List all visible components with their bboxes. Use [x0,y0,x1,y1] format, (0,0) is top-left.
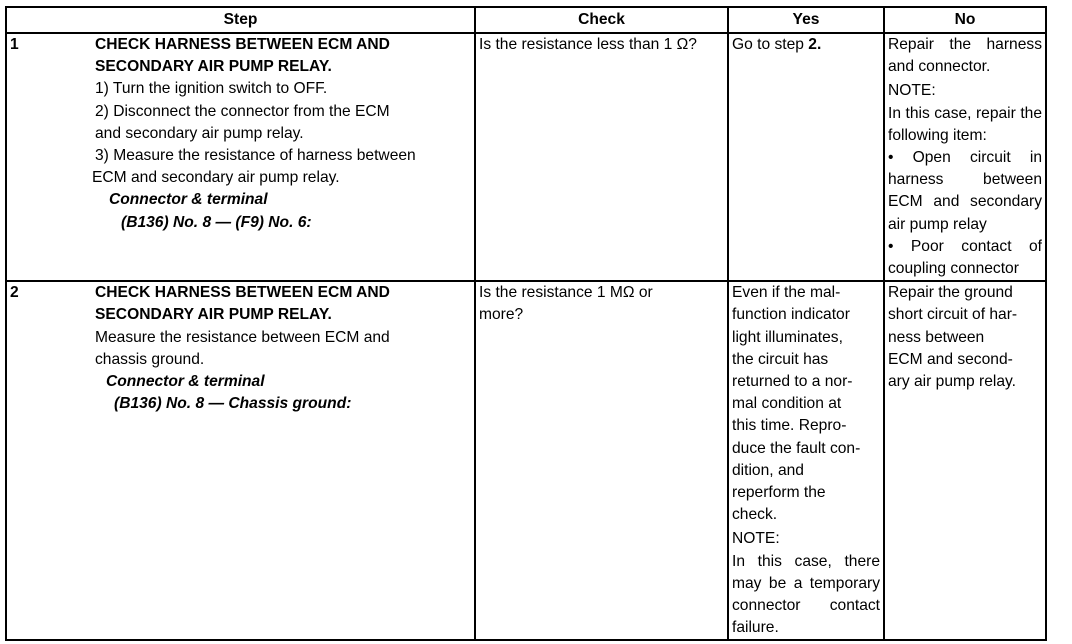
yes-text-line: returned to a nor- [732,373,853,391]
header-check: Check [475,7,728,33]
yes-text-line: the circuit has [732,350,829,368]
instruction-line: ECM and secondary air pump relay. [92,169,340,187]
instruction-line: 1) Turn the ignition switch to OFF. [95,80,328,98]
yes-text-line: this time. Repro- [732,417,847,435]
instruction-line: 3) Measure the resistance of harness between [95,147,416,165]
no-cell [884,281,1046,640]
yes-step-ref: 2. [808,36,822,53]
table-row [6,281,1046,640]
header-yes: Yes [728,7,884,33]
no-text-line: short circuit of har- [888,306,1018,324]
yes-action: Go to step 2. [732,36,822,53]
yes-text-line: function indicator [732,306,850,324]
check-question: Is the resistance less than 1 Ω? [479,36,697,53]
no-text-line: ary air pump relay. [888,373,1016,391]
check-cell [475,33,728,281]
no-text-line: ness between [888,328,985,346]
step-cell [6,33,475,281]
table-header-row [6,7,1046,33]
header-step: Step [6,7,475,33]
step-title: SECONDARY AIR PUMP RELAY. [95,58,332,76]
no-note-text: In this case, repair the following item: [888,104,1042,144]
yes-text-line: check. [732,506,778,524]
table-row [6,33,1046,281]
no-text-line: ECM and second- [888,350,1013,368]
no-cell [884,33,1046,281]
diagnostic-table [5,6,1047,641]
header-no: No [884,7,1046,33]
check-cell [475,281,728,640]
terminal-label: Connector & terminal [106,373,265,391]
yes-note-text: In this case, there may be a temporary connector contact failure. [732,552,880,637]
step-title: CHECK HARNESS BETWEEN ECM AND [95,36,390,53]
no-action: Repair the harness and connector. [888,36,1042,76]
yes-cell [728,281,884,640]
step-number: 1 [10,36,19,53]
yes-text-line: dition, and [732,461,804,479]
instruction-line: Measure the resistance between ECM and [95,328,390,346]
no-text-line: Repair the ground [888,284,1013,302]
step-title: CHECK HARNESS BETWEEN ECM AND [95,284,390,302]
yes-text-line: mal condition at [732,395,842,413]
instruction-line: 2) Disconnect the connector from the ECM [95,102,390,120]
yes-text-line: reperform the [732,484,826,502]
yes-text-line: duce the fault con- [732,439,861,457]
yes-cell [728,33,884,281]
no-note-item: • Open circuit in harness between ECM and secondary air pump relay [888,149,1042,233]
yes-text-line: light illuminates, [732,328,843,346]
check-question: Is the resistance 1 MΩ or more? [479,284,653,324]
step-number: 2 [10,284,19,302]
instruction-line: and secondary air pump relay. [95,124,304,142]
yes-text-line: Even if the mal- [732,284,841,302]
instruction-line: chassis ground. [95,350,205,368]
step-cell [6,281,475,640]
no-note-item: • Poor contact of coupling connector [888,237,1042,278]
terminal-value: (B136) No. 8 — Chassis ground: [114,395,352,413]
terminal-value: (B136) No. 8 — (F9) No. 6: [121,213,312,231]
step-title: SECONDARY AIR PUMP RELAY. [95,306,332,324]
no-note-label: NOTE: [888,82,936,100]
terminal-label: Connector & terminal [109,191,268,209]
yes-note-label: NOTE: [732,530,780,548]
